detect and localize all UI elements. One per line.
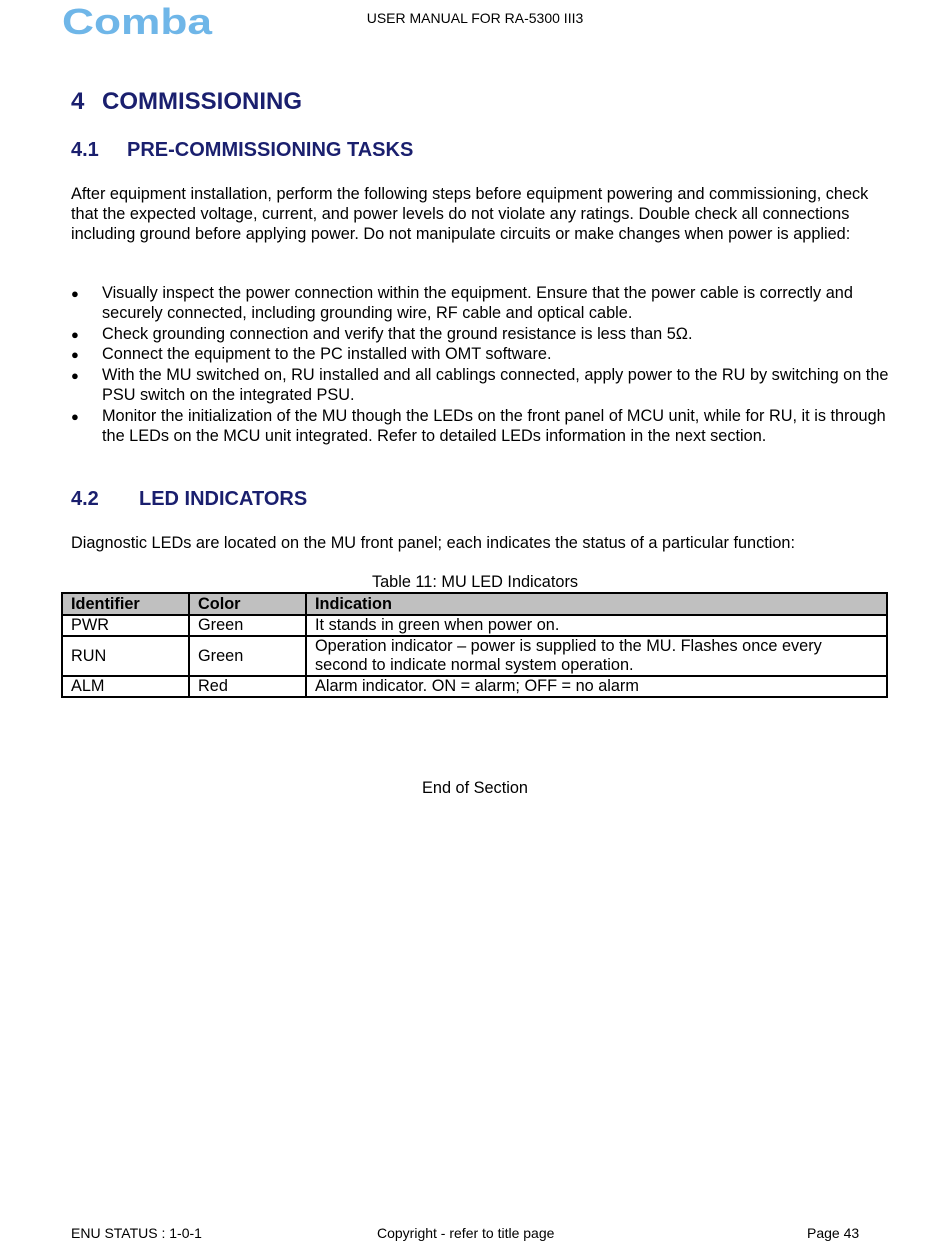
pre-commissioning-list: [71, 284, 891, 447]
cell-indication: Operation indicator – power is supplied to the MU. Flashes once every second to indicate normal system operation.: [306, 636, 887, 676]
section-41-heading: [71, 139, 413, 162]
logo-wordmark: Comba: [62, 4, 214, 40]
list-item-text: Check grounding connection and verify that the ground resistance is less than 5Ω.: [102, 324, 693, 343]
table-header-row: [62, 593, 887, 615]
cell-color: Red: [189, 676, 306, 697]
manual-title: USER MANUAL FOR RA-5300 III3: [366, 10, 584, 26]
bullet-icon: ●: [71, 408, 79, 424]
section-42-heading: [71, 488, 307, 511]
header-indication: Indication: [306, 593, 887, 615]
end-of-section: End of Section: [422, 779, 528, 797]
cell-identifier: RUN: [62, 636, 189, 676]
cell-color: Green: [189, 636, 306, 676]
list-item-text: Visually inspect the power connection within the equipment. Ensure that the power cable is correctly and securely connected, including grounding wire, RF cable and optical cable.: [102, 284, 853, 322]
cell-indication: It stands in green when power on.: [306, 615, 887, 636]
bullet-icon: ●: [71, 326, 79, 342]
cell-identifier: PWR: [62, 615, 189, 636]
led-indicator-table: [61, 592, 888, 698]
section-42-number: 4.2: [71, 488, 99, 510]
list-item-text: With the MU switched on, RU installed and all cablings connected, apply power to the RU by switching on the PSU switch on the integrated PSU.: [102, 366, 889, 404]
footer-page-number: Page 43: [807, 1225, 860, 1241]
table-row: [62, 636, 887, 676]
list-item: [71, 325, 891, 345]
section-41-intro: After equipment installation, perform the following steps before equipment powering and commissioning, check that the expected voltage, current, and power levels do not violate any ratings. Double check all connections including ground before applying power. Do not manipulate circuits or make changes when power is applied:: [71, 185, 869, 243]
cell-color: Green: [189, 615, 306, 636]
header-identifier: Identifier: [62, 593, 189, 615]
list-item-text: Connect the equipment to the PC installed with OMT software.: [102, 345, 552, 364]
section-42-intro: Diagnostic LEDs are located on the MU front panel; each indicates the status of a particular function:: [71, 534, 796, 552]
table-caption: Table 11: MU LED Indicators: [371, 573, 579, 591]
footer-copyright: Copyright - refer to title page: [377, 1225, 555, 1241]
list-item-text: Monitor the initialization of the MU though the LEDs on the front panel of MCU unit, while for RU, it is through the LEDs on the MCU unit integrated. Refer to detailed LEDs information in the next section.: [102, 406, 886, 445]
list-item: [71, 284, 891, 324]
chapter-number: 4: [71, 88, 85, 115]
header-color: Color: [189, 593, 306, 615]
table-row: [62, 676, 887, 697]
bullet-icon: ●: [71, 347, 79, 363]
list-item: [71, 366, 891, 406]
list-item: [71, 345, 891, 365]
bullet-icon: ●: [71, 368, 79, 384]
list-item: [71, 407, 891, 447]
cell-indication: Alarm indicator. ON = alarm; OFF = no alarm: [306, 676, 887, 697]
chapter-title: COMMISSIONING: [102, 88, 303, 115]
chapter-heading: [71, 88, 302, 116]
bullet-icon: ●: [71, 286, 79, 301]
cell-identifier: ALM: [62, 676, 189, 697]
section-42-title: LED INDICATORS: [139, 488, 308, 510]
section-41-title: PRE-COMMISSIONING TASKS: [127, 139, 414, 161]
section-41-number: 4.1: [71, 139, 99, 161]
table-row: [62, 615, 887, 636]
footer-status: ENU STATUS : 1-0-1: [71, 1225, 202, 1241]
